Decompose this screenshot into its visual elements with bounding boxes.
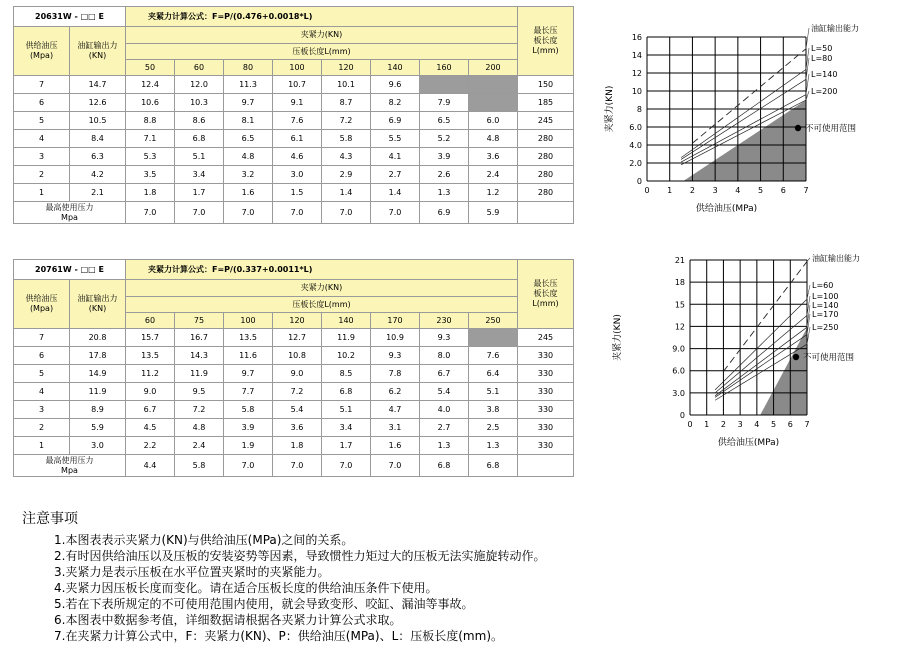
x-tick-label: 6	[780, 186, 786, 195]
note-item: 2.有时因供给油压以及压板的安装姿势等因素，导致惯性力矩过大的压板无法实施旋转动作。	[54, 549, 546, 563]
force-value: 12.0	[175, 76, 224, 94]
force-value: 5.1	[469, 383, 518, 401]
force-value: 3.1	[371, 419, 420, 437]
force-value: 3.0	[273, 166, 322, 184]
force-value: 6.7	[420, 365, 469, 383]
y-tick-label: 16	[631, 33, 642, 42]
unusable-cell	[469, 76, 518, 94]
clamp-force-table-20631w	[13, 6, 574, 224]
series-label: L=200	[811, 87, 838, 96]
pressure-value: 7	[14, 76, 70, 94]
formula: 夹紧力计算公式：F=P/(0.476+0.0018*L)	[126, 7, 518, 27]
length-value: 75	[175, 313, 224, 329]
region-label: 不可使用范围	[803, 353, 855, 363]
force-value: 5.8	[322, 130, 371, 148]
force-value: 8.1	[224, 112, 273, 130]
table-row	[14, 401, 574, 419]
pressure-header: 供给油压 (Mpa)	[14, 280, 70, 329]
force-value: 14.3	[175, 347, 224, 365]
max-pressure-value: 6.8	[469, 455, 518, 477]
force-value: 8.6	[175, 112, 224, 130]
force-value: 1.8	[126, 184, 175, 202]
table-row	[14, 329, 574, 347]
empty-cell	[518, 455, 574, 477]
pressure-value: 3	[14, 401, 70, 419]
force-value: 3.9	[420, 148, 469, 166]
y-tick-label: 10	[631, 87, 642, 96]
output-value: 2.1	[70, 184, 126, 202]
force-value: 8.5	[322, 365, 371, 383]
y-tick-label: 18	[674, 278, 685, 288]
force-value: 3.8	[469, 401, 518, 419]
pressure-value: 4	[14, 130, 70, 148]
force-value: 9.7	[224, 94, 273, 112]
max-length-value: 280	[518, 184, 574, 202]
force-value: 10.9	[371, 329, 420, 347]
pressure-value: 2	[14, 419, 70, 437]
max-pressure-value: 7.0	[126, 202, 175, 224]
pressure-value: 1	[14, 184, 70, 202]
force-value: 4.3	[322, 148, 371, 166]
output-value: 20.8	[70, 329, 126, 347]
y-tick-label: 2.0	[629, 159, 642, 168]
force-value: 3.4	[175, 166, 224, 184]
force-value: 9.5	[175, 383, 224, 401]
max-length-value: 185	[518, 94, 574, 112]
length-value: 60	[175, 60, 224, 76]
max-pressure-value: 6.8	[420, 455, 469, 477]
length-value: 120	[273, 313, 322, 329]
notes-title: 注意事项	[22, 511, 78, 527]
table-row	[14, 365, 574, 383]
output-header: 油缸输出力 (KN)	[70, 280, 126, 329]
force-value: 13.5	[224, 329, 273, 347]
max-pressure-value: 7.0	[224, 202, 273, 224]
force-value: 10.2	[322, 347, 371, 365]
series-leader-line	[807, 258, 810, 261]
force-value: 10.6	[126, 94, 175, 112]
output-value: 17.8	[70, 347, 126, 365]
force-value: 1.2	[469, 184, 518, 202]
force-value: 9.1	[273, 94, 322, 112]
force-value: 3.2	[224, 166, 273, 184]
y-tick-label: 4.0	[629, 141, 642, 150]
length-header: 压板长度L(mm)	[126, 44, 518, 60]
max-length-value: 280	[518, 148, 574, 166]
force-value: 9.0	[273, 365, 322, 383]
force-value: 1.3	[420, 437, 469, 455]
max-pressure-label: 最高使用压力 Mpa	[14, 455, 126, 477]
x-tick-label: 0	[687, 420, 693, 429]
x-axis-title: 供给油压(MPa)	[717, 438, 780, 448]
length-header: 压板长度L(mm)	[126, 297, 518, 313]
force-value: 6.4	[469, 365, 518, 383]
x-axis-title: 供给油压(MPa)	[695, 204, 758, 214]
length-value: 100	[273, 60, 322, 76]
x-tick-label: 1	[704, 420, 710, 429]
clamp-force-chart-20631w	[600, 10, 890, 230]
force-value: 1.6	[371, 437, 420, 455]
pressure-value: 5	[14, 365, 70, 383]
table-row	[14, 347, 574, 365]
force-value: 7.9	[420, 94, 469, 112]
force-value: 7.2	[273, 383, 322, 401]
y-tick-label: 6.0	[672, 366, 685, 376]
unusable-cell	[469, 94, 518, 112]
max-pressure-value: 6.9	[420, 202, 469, 224]
force-value: 4.5	[126, 419, 175, 437]
force-value: 16.7	[175, 329, 224, 347]
length-value: 200	[469, 60, 518, 76]
max-pressure-value: 7.0	[273, 202, 322, 224]
region-marker	[793, 354, 799, 360]
note-item: 6.本图表中数据参考值，详细数据请根据各夹紧力计算公式求取。	[54, 613, 402, 627]
x-tick-label: 7	[804, 420, 810, 429]
clamp-force-chart-20761w	[600, 250, 890, 465]
force-value: 3.9	[224, 419, 273, 437]
force-value: 6.8	[175, 130, 224, 148]
y-tick-label: 9.0	[672, 344, 685, 354]
max-length-value: 245	[518, 112, 574, 130]
force-value: 9.6	[371, 76, 420, 94]
force-value: 2.5	[469, 419, 518, 437]
force-value: 10.7	[273, 76, 322, 94]
force-value: 4.0	[420, 401, 469, 419]
max-length-value: 330	[518, 365, 574, 383]
length-value: 250	[469, 313, 518, 329]
x-tick-label: 0	[644, 186, 650, 195]
force-value: 9.3	[371, 347, 420, 365]
output-value: 11.9	[70, 383, 126, 401]
pressure-header: 供给油压 (Mpa)	[14, 27, 70, 76]
x-tick-label: 6	[787, 420, 793, 429]
table-row	[14, 148, 574, 166]
table-row	[14, 112, 574, 130]
force-value: 8.2	[371, 94, 420, 112]
force-value: 4.8	[224, 148, 273, 166]
force-value: 6.2	[371, 383, 420, 401]
max-length-value: 280	[518, 166, 574, 184]
series-label: L=170	[812, 310, 839, 319]
y-tick-label: 0	[636, 177, 642, 186]
max-length-value: 330	[518, 437, 574, 455]
max-length-value: 245	[518, 329, 574, 347]
force-value: 1.3	[420, 184, 469, 202]
length-value: 120	[322, 60, 371, 76]
force-value: 3.6	[469, 148, 518, 166]
force-value: 1.8	[273, 437, 322, 455]
length-value: 230	[420, 313, 469, 329]
force-value: 12.7	[273, 329, 322, 347]
pressure-value: 3	[14, 148, 70, 166]
y-tick-label: 12	[631, 69, 642, 78]
series-label: L=100	[812, 292, 839, 301]
force-value: 1.7	[322, 437, 371, 455]
pressure-value: 6	[14, 94, 70, 112]
force-value: 3.6	[273, 419, 322, 437]
max-length-value: 330	[518, 347, 574, 365]
force-value: 5.5	[371, 130, 420, 148]
y-tick-label: 8	[636, 105, 642, 114]
formula: 夹紧力计算公式：F=P/(0.337+0.0011*L)	[126, 260, 518, 280]
max-pressure-value: 5.9	[469, 202, 518, 224]
notes-list	[22, 532, 892, 644]
force-value: 11.2	[126, 365, 175, 383]
force-value: 7.6	[469, 347, 518, 365]
max-length-value: 150	[518, 76, 574, 94]
length-value: 60	[126, 313, 175, 329]
empty-cell	[518, 202, 574, 224]
y-tick-label: 6.0	[629, 123, 642, 132]
y-tick-label: 12	[674, 322, 685, 332]
series-label: L=50	[811, 44, 833, 53]
max-length-value: 280	[518, 130, 574, 148]
x-tick-label: 1	[667, 186, 673, 195]
length-value: 160	[420, 60, 469, 76]
force-value: 6.9	[371, 112, 420, 130]
unusable-cell	[420, 76, 469, 94]
force-value: 8.7	[322, 94, 371, 112]
force-value: 5.4	[420, 383, 469, 401]
force-value: 12.4	[126, 76, 175, 94]
model-code: 20631W - □□ E	[14, 7, 126, 27]
x-tick-label: 2	[720, 420, 726, 429]
output-value: 3.0	[70, 437, 126, 455]
force-value: 5.4	[273, 401, 322, 419]
length-value: 50	[126, 60, 175, 76]
force-value: 4.8	[175, 419, 224, 437]
unusable-region	[760, 328, 807, 415]
force-value: 5.2	[420, 130, 469, 148]
y-tick-label: 15	[674, 300, 685, 310]
series-label: L=140	[811, 70, 838, 79]
table-row	[14, 184, 574, 202]
force-value: 2.2	[126, 437, 175, 455]
force-value: 15.7	[126, 329, 175, 347]
force-value: 4.1	[371, 148, 420, 166]
note-item: 4.夹紧力因压板长度而变化。请在适合压板长度的供给油压条件下使用。	[54, 581, 438, 595]
force-value: 6.1	[273, 130, 322, 148]
force-value: 1.9	[224, 437, 273, 455]
force-value: 1.7	[175, 184, 224, 202]
series-label: 油缸输出能力	[812, 254, 860, 263]
force-value: 4.7	[371, 401, 420, 419]
output-value: 5.9	[70, 419, 126, 437]
force-value: 6.7	[126, 401, 175, 419]
force-value: 5.1	[175, 148, 224, 166]
force-value: 9.0	[126, 383, 175, 401]
force-value: 1.6	[224, 184, 273, 202]
force-value: 2.4	[175, 437, 224, 455]
force-value: 11.6	[224, 347, 273, 365]
force-value: 7.8	[371, 365, 420, 383]
length-value: 80	[224, 60, 273, 76]
output-value: 8.4	[70, 130, 126, 148]
force-value: 7.2	[175, 401, 224, 419]
force-value: 11.9	[175, 365, 224, 383]
output-value: 14.9	[70, 365, 126, 383]
pressure-value: 1	[14, 437, 70, 455]
force-value: 5.8	[224, 401, 273, 419]
length-value: 140	[371, 60, 420, 76]
series-label: L=80	[811, 54, 833, 63]
series-label: 油缸输出能力	[811, 24, 859, 33]
notes-section	[22, 508, 892, 644]
y-tick-label: 14	[631, 51, 642, 60]
force-value: 6.0	[469, 112, 518, 130]
pressure-value: 7	[14, 329, 70, 347]
unusable-region	[683, 100, 806, 181]
force-value: 11.3	[224, 76, 273, 94]
note-item: 7.在夹紧力计算公式中，F：夹紧力(KN)、P：供给油压(MPa)、L：压板长度(mm)。	[54, 629, 503, 643]
force-header: 夹紧力(KN)	[126, 280, 518, 297]
x-tick-label: 5	[771, 420, 777, 429]
y-axis-title: 夹紧力(KN)	[605, 85, 615, 133]
force-value: 13.5	[126, 347, 175, 365]
force-value: 2.7	[371, 166, 420, 184]
y-tick-label: 3.0	[672, 388, 685, 398]
x-tick-label: 5	[758, 186, 764, 195]
max-length-value: 330	[518, 383, 574, 401]
force-value: 1.3	[469, 437, 518, 455]
pressure-value: 2	[14, 166, 70, 184]
unusable-cell	[469, 329, 518, 347]
force-value: 10.1	[322, 76, 371, 94]
max-length-header: 最长压 板长度 L(mm)	[518, 7, 574, 76]
output-value: 6.3	[70, 148, 126, 166]
series-label: L=140	[812, 301, 839, 310]
x-tick-label: 2	[689, 186, 695, 195]
force-header: 夹紧力(KN)	[126, 27, 518, 44]
note-item: 3.夹紧力是表示压板在水平位置夹紧时的夹紧能力。	[54, 565, 330, 579]
max-pressure-value: 7.0	[273, 455, 322, 477]
force-value: 1.4	[322, 184, 371, 202]
note-item: 1.本图表表示夹紧力(KN)与供给油压(MPa)之间的关系。	[54, 533, 354, 547]
y-tick-label: 0	[679, 411, 685, 420]
force-value: 2.9	[322, 166, 371, 184]
pressure-value: 4	[14, 383, 70, 401]
force-value: 6.5	[420, 112, 469, 130]
x-tick-label: 4	[735, 186, 741, 195]
region-marker	[795, 125, 801, 131]
table-row	[14, 94, 574, 112]
force-value: 3.5	[126, 166, 175, 184]
note-item: 5.若在下表所规定的不可使用范围内使用，就会导致变形、咬缸、漏油等事故。	[54, 597, 474, 611]
force-value: 2.7	[420, 419, 469, 437]
x-tick-label: 4	[754, 420, 760, 429]
output-value: 8.9	[70, 401, 126, 419]
force-value: 9.7	[224, 365, 273, 383]
force-value: 7.2	[322, 112, 371, 130]
region-label: 不可使用范围	[805, 124, 857, 134]
x-tick-label: 3	[712, 186, 718, 195]
force-value: 1.5	[273, 184, 322, 202]
max-pressure-value: 7.0	[371, 455, 420, 477]
max-pressure-value: 7.0	[175, 202, 224, 224]
force-value: 7.7	[224, 383, 273, 401]
max-pressure-value: 4.4	[126, 455, 175, 477]
force-value: 2.6	[420, 166, 469, 184]
force-value: 5.3	[126, 148, 175, 166]
clamp-force-table-20761w	[13, 259, 574, 477]
max-pressure-value: 7.0	[322, 202, 371, 224]
output-value: 14.7	[70, 76, 126, 94]
output-value: 4.2	[70, 166, 126, 184]
y-tick-label: 21	[674, 256, 685, 265]
table-row	[14, 419, 574, 437]
max-length-value: 330	[518, 419, 574, 437]
x-tick-label: 3	[737, 420, 743, 429]
force-value: 1.4	[371, 184, 420, 202]
table-row	[14, 76, 574, 94]
length-value: 100	[224, 313, 273, 329]
force-value: 4.6	[273, 148, 322, 166]
max-pressure-value: 7.0	[224, 455, 273, 477]
x-tick-label: 7	[803, 186, 809, 195]
force-value: 8.8	[126, 112, 175, 130]
output-value: 12.6	[70, 94, 126, 112]
force-value: 10.3	[175, 94, 224, 112]
table-row	[14, 166, 574, 184]
table-row	[14, 437, 574, 455]
force-value: 3.4	[322, 419, 371, 437]
force-value: 8.0	[420, 347, 469, 365]
max-pressure-value: 7.0	[322, 455, 371, 477]
length-value: 170	[371, 313, 420, 329]
output-value: 10.5	[70, 112, 126, 130]
y-axis-title: 夹紧力(KN)	[613, 314, 623, 361]
force-value: 7.6	[273, 112, 322, 130]
force-value: 11.9	[322, 329, 371, 347]
output-header: 油缸输出力 (KN)	[70, 27, 126, 76]
max-pressure-label: 最高使用压力 Mpa	[14, 202, 126, 224]
max-length-value: 330	[518, 401, 574, 419]
table-row	[14, 130, 574, 148]
max-pressure-value: 5.8	[175, 455, 224, 477]
length-value: 140	[322, 313, 371, 329]
force-value: 2.4	[469, 166, 518, 184]
pressure-value: 5	[14, 112, 70, 130]
force-value: 6.8	[322, 383, 371, 401]
model-code: 20761W - □□ E	[14, 260, 126, 280]
force-value: 4.8	[469, 130, 518, 148]
force-value: 9.3	[420, 329, 469, 347]
table-row	[14, 383, 574, 401]
force-value: 5.1	[322, 401, 371, 419]
series-label: L=60	[812, 281, 834, 290]
force-value: 6.5	[224, 130, 273, 148]
force-value: 7.1	[126, 130, 175, 148]
max-length-header: 最长压 板长度 L(mm)	[518, 260, 574, 329]
force-value: 10.8	[273, 347, 322, 365]
max-pressure-value: 7.0	[371, 202, 420, 224]
pressure-value: 6	[14, 347, 70, 365]
series-label: L=250	[812, 323, 839, 332]
